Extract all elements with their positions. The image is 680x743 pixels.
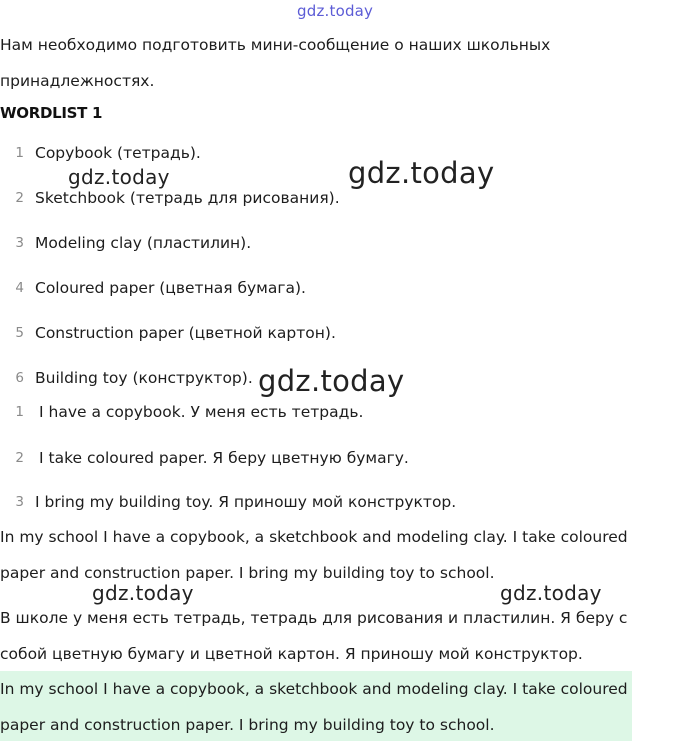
list-item — [0, 141, 680, 165]
list-item-text: Copybook (тетрадь). — [35, 144, 201, 162]
list-item-number: 4 — [15, 280, 24, 296]
list-item-text: I have a copybook. У меня есть тетрадь. — [39, 403, 364, 421]
watermark: gdz.today — [348, 156, 495, 190]
list-item-number: 3 — [15, 235, 24, 251]
list-item — [0, 321, 680, 345]
list-item-text: Building toy (конструктор). — [35, 369, 253, 387]
intro-paragraph: Нам необходимо подготовить мини-сообщение о наших школьных принадлежностях. — [0, 36, 551, 90]
list-item-text: Coloured paper (цветная бумага). — [35, 279, 306, 297]
list-item — [0, 231, 680, 255]
list-item-number: 2 — [15, 450, 24, 466]
list-item — [0, 276, 680, 300]
watermark: gdz.today — [258, 364, 405, 398]
list-item-number: 2 — [15, 190, 24, 206]
list-item — [0, 400, 680, 424]
site-watermark-top: gdz.today — [297, 2, 374, 20]
watermark: gdz.today — [68, 165, 170, 189]
list-item-text: I take coloured paper. Я беру цветную бумагу. — [39, 449, 409, 467]
list-item-number: 6 — [15, 370, 24, 386]
watermark: gdz.today — [500, 581, 602, 605]
list-item-number: 1 — [15, 145, 24, 161]
list-item-number: 3 — [15, 494, 24, 510]
list-item-text: Construction paper (цветной картон). — [35, 324, 336, 342]
list-item — [0, 186, 680, 210]
russian-paragraph: В школе у меня есть тетрадь, тетрадь для рисования и пластилин. Я беру с собой цветную бумагу и цветной картон. Я приношу мой конструктор. — [0, 609, 628, 663]
list-item-text: Modeling clay (пластилин). — [35, 234, 252, 252]
wordlist-heading: WORDLIST 1 — [0, 104, 103, 122]
list-item-number: 1 — [15, 404, 24, 420]
highlighted-paragraph: In my school I have a copybook, a sketchbook and modeling clay. I take coloured paper and construction paper. I bring my building toy to school. — [0, 680, 628, 734]
list-item — [0, 446, 680, 470]
watermark: gdz.today — [92, 581, 194, 605]
english-paragraph: In my school I have a copybook, a sketchbook and modeling clay. I take coloured paper and construction paper. I bring my building toy to school. — [0, 528, 628, 582]
list-item-text: I bring my building toy. Я приношу мой конструктор. — [35, 493, 457, 511]
list-item — [0, 490, 680, 514]
list-item-number: 5 — [15, 325, 24, 341]
list-item-text: Sketchbook (тетрадь для рисования). — [35, 189, 340, 207]
